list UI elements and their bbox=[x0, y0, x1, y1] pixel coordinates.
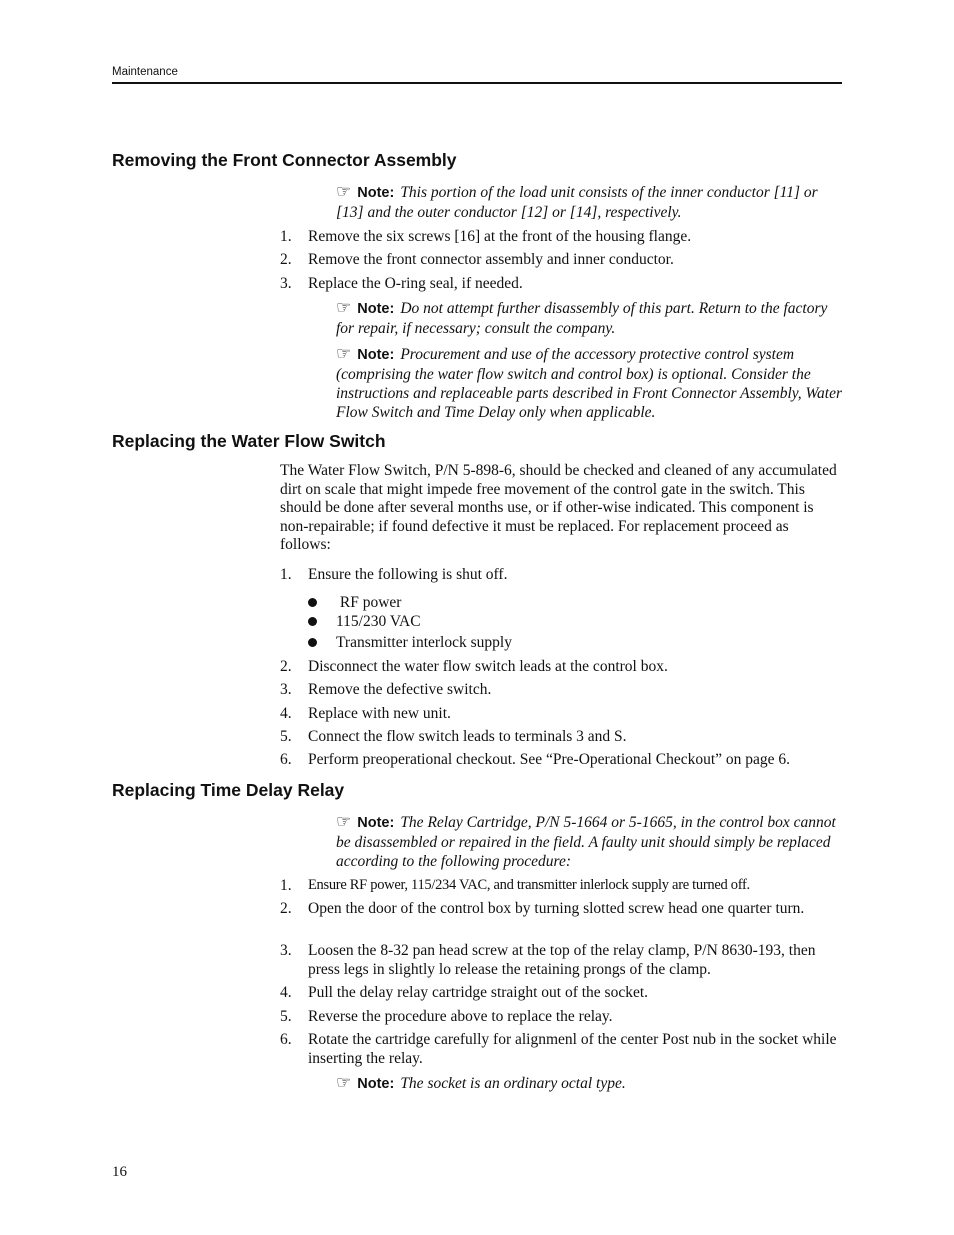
bullet-dot-icon bbox=[308, 598, 317, 607]
note-front-connector-1 bbox=[336, 182, 844, 222]
section-title-time-delay: Replacing Time Delay Relay bbox=[112, 780, 345, 800]
note-text: Procurement and use of the accessory protective control system (comprising the water flow switch and control box) is optional. Consider the instructions and replaceable parts described in Front Connector Assembly, Water Flow Switch and Time Delay only when applicable. bbox=[336, 346, 843, 421]
note-label: Note: bbox=[357, 815, 395, 831]
list-item: 2. Disconnect the water flow switch leads at the control box. bbox=[280, 658, 668, 675]
list-item: 5. Connect the flow switch leads to terminals 3 and S. bbox=[280, 728, 627, 745]
list-item: 2. Remove the front connector assembly and inner conductor. bbox=[280, 251, 674, 268]
bullet-item: Transmitter interlock supply bbox=[308, 633, 512, 652]
note-text: This portion of the load unit consists of the inner conductor [11] or [13] and the outer conductor [12] or [14], respectively. bbox=[336, 184, 818, 221]
list-item: 6. Perform preoperational checkout. See “Pre-Operational Checkout” on page 6. bbox=[280, 751, 791, 768]
pointing-hand-icon: ☞ bbox=[336, 812, 352, 831]
pointing-hand-icon: ☞ bbox=[336, 344, 352, 363]
pointing-hand-icon: ☞ bbox=[336, 182, 352, 201]
bullet-item: RF power bbox=[308, 593, 401, 612]
list-item: 2. Open the door of the control box by turning slotted screw head one quarter turn. bbox=[280, 900, 805, 917]
note-label: Note: bbox=[357, 301, 395, 317]
page-number: 16 bbox=[112, 1164, 127, 1180]
list-item: 1. Ensure the following is shut off. bbox=[280, 566, 508, 583]
section-title-front-connector: Removing the Front Connector Assembly bbox=[112, 150, 457, 170]
intro-paragraph: The Water Flow Switch, P/N 5-898-6, should be checked and cleaned of any accumulated dirt on scale that might impede free movement of the control gate in the switch. This should be done after several months use, or if other-wise indicated. This component is non-repairable; if found defective it must be replaced. For replacement proceed as follows: bbox=[280, 462, 837, 554]
list-item: 5. Reverse the procedure above to replace the relay. bbox=[280, 1008, 613, 1025]
list-item: 3. Remove the defective switch. bbox=[280, 681, 492, 698]
bullet-dot-icon bbox=[308, 617, 317, 626]
list-item: 4. Pull the delay relay cartridge straight out of the socket. bbox=[280, 984, 649, 1001]
note-text: The socket is an ordinary octal type. bbox=[400, 1075, 626, 1092]
note-text: The Relay Cartridge, P/N 5-1664 or 5-1665, in the control box cannot be disassembled or repaired in the field. A faulty unit should simply be replaced according to the following procedure: bbox=[336, 814, 836, 870]
header-rule bbox=[112, 82, 842, 84]
list-item: 1. Remove the six screws [16] at the front of the housing flange. bbox=[280, 228, 692, 245]
bullet-dot-icon bbox=[308, 638, 317, 647]
note-time-delay-2 bbox=[336, 1073, 844, 1094]
list-item: 4. Replace with new unit. bbox=[280, 705, 451, 722]
pointing-hand-icon: ☞ bbox=[336, 298, 352, 317]
note-front-connector-3 bbox=[336, 344, 844, 422]
running-head: Maintenance bbox=[112, 66, 178, 78]
note-time-delay-1 bbox=[336, 812, 844, 871]
pointing-hand-icon: ☞ bbox=[336, 1073, 352, 1092]
bullet-item: 115/230 VAC bbox=[308, 612, 421, 631]
note-front-connector-2 bbox=[336, 298, 844, 338]
list-item: 3. Replace the O-ring seal, if needed. bbox=[280, 275, 523, 292]
note-text: Do not attempt further disassembly of this part. Return to the factory for repair, if necessary; consult the company. bbox=[336, 300, 828, 337]
list-item: 1. Ensure RF power, 115/234 VAC, and transmitter inlerlock supply are turned off. bbox=[280, 877, 750, 894]
note-label: Note: bbox=[357, 347, 395, 363]
note-label: Note: bbox=[357, 185, 395, 201]
list-item: 6. Rotate the cartridge carefully for alignmenl of the center Post nub in the socket while inserting the relay. bbox=[280, 1031, 837, 1067]
list-item: 3. Loosen the 8-32 pan head screw at the top of the relay clamp, P/N 8630-193, then press legs in slightly lo release the retaining prongs of the clamp. bbox=[280, 942, 816, 978]
section-title-water-flow: Replacing the Water Flow Switch bbox=[112, 431, 386, 451]
note-label: Note: bbox=[357, 1076, 395, 1092]
